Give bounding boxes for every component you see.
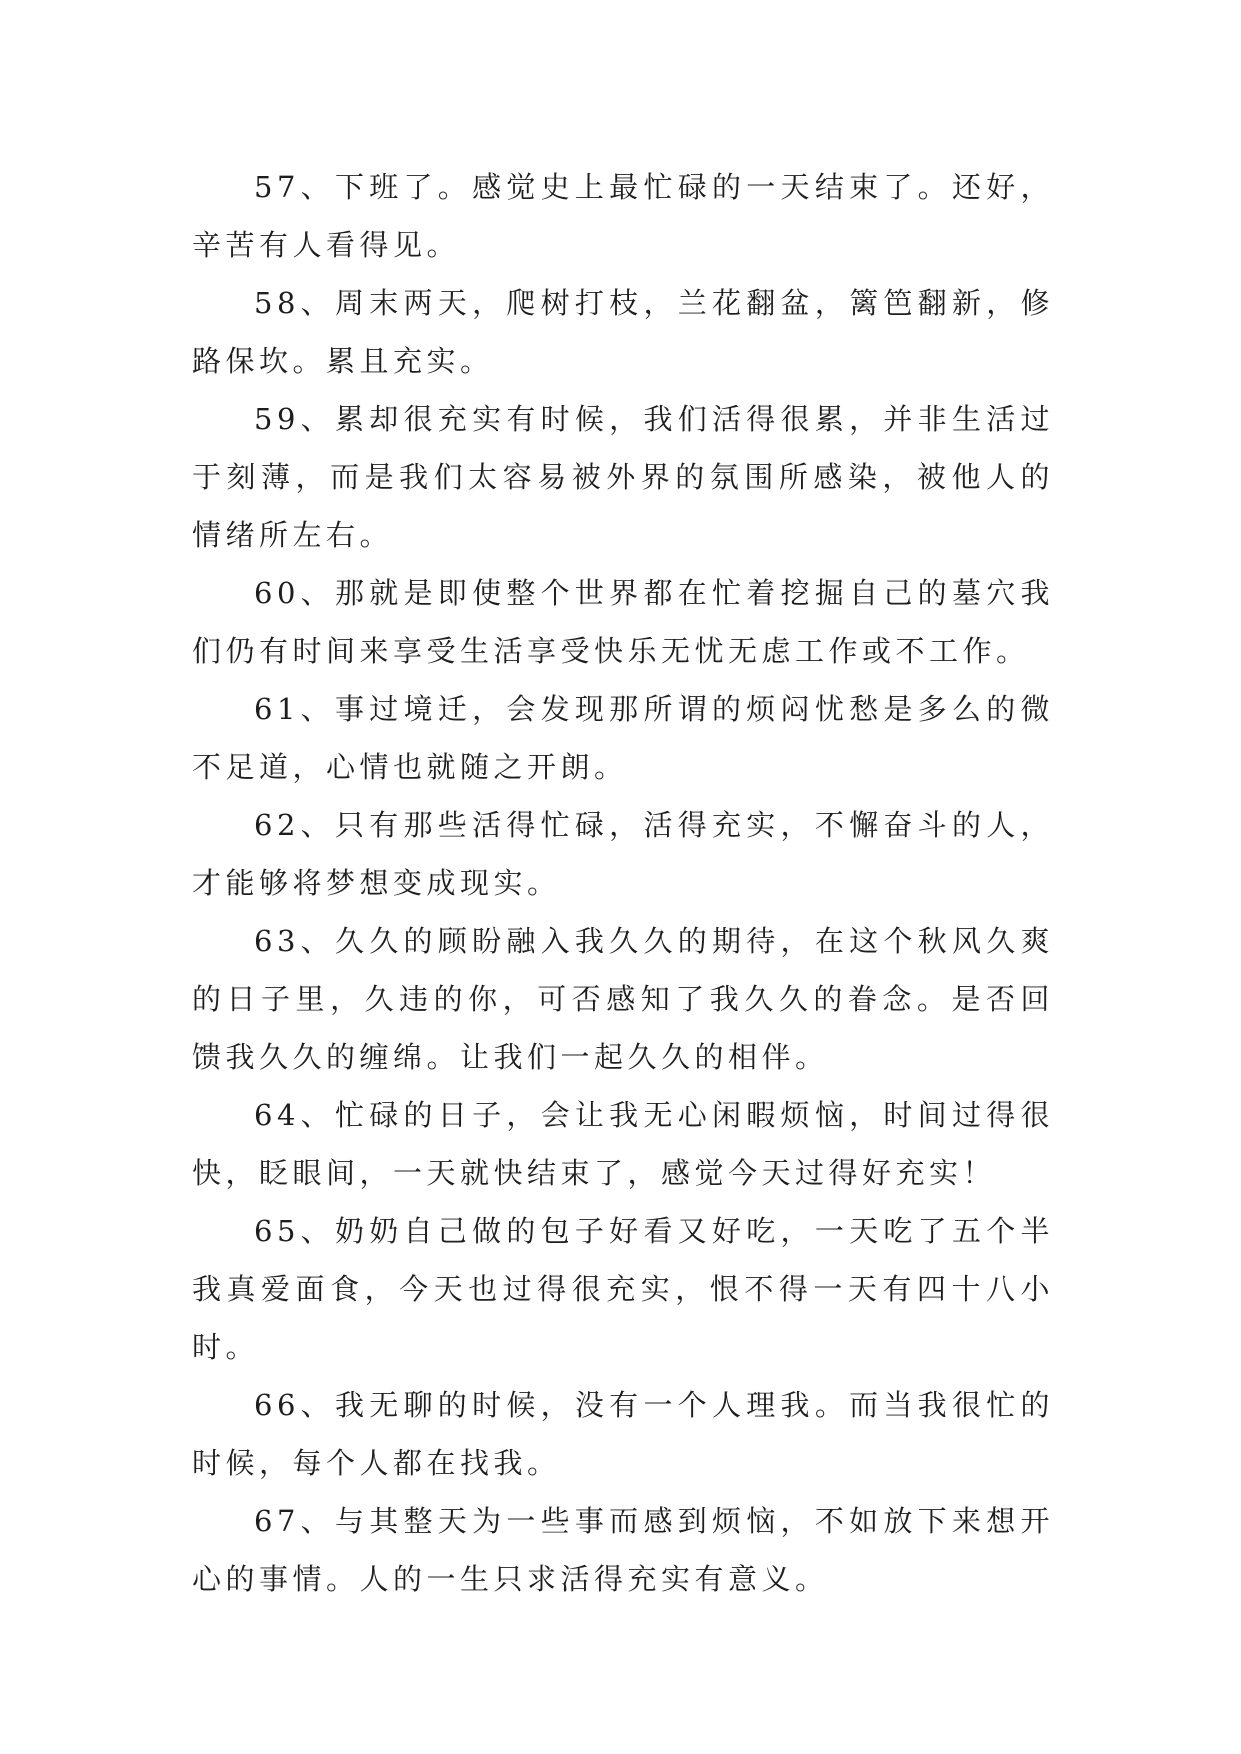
entry-67: 67、与其整天为一些事而感到烦恼，不如放下来想开心的事情。人的一生只求活得充实有意义。 (192, 1504, 1054, 1596)
entry-65: 65、奶奶自己做的包子好看又好吃，一天吃了五个半我真爱面食，今天也过得很充实，恨不得一天有四十八小时。 (192, 1214, 1054, 1364)
entry-61: 61、事过境迁，会发现那所谓的烦闷忧愁是多么的微不足道，心情也就随之开朗。 (192, 692, 1054, 784)
entry-66: 66、我无聊的时候，没有一个人理我。而当我很忙的时候，每个人都在找我。 (192, 1388, 1054, 1480)
entry-59: 59、累却很充实有时候，我们活得很累，并非生活过于刻薄，而是我们太容易被外界的氛围所感染，被他人的情绪所左右。 (192, 402, 1054, 552)
entry-62: 62、只有那些活得忙碌，活得充实，不懈奋斗的人，才能够将梦想变成现实。 (192, 808, 1054, 900)
entry-58: 58、周末两天，爬树打枝，兰花翻盆，篱笆翻新，修路保坎。累且充实。 (192, 286, 1054, 378)
entry-63: 63、久久的顾盼融入我久久的期待，在这个秋风久爽的日子里，久违的你，可否感知了我久久的眷念。是否回馈我久久的缠绵。让我们一起久久的相伴。 (192, 924, 1054, 1074)
document-body (192, 158, 1054, 1608)
entry-57: 57、下班了。感觉史上最忙碌的一天结束了。还好，辛苦有人看得见。 (192, 170, 1054, 262)
entry-60: 60、那就是即使整个世界都在忙着挖掘自己的墓穴我们仍有时间来享受生活享受快乐无忧无虑工作或不工作。 (192, 576, 1054, 668)
entry-64: 64、忙碌的日子，会让我无心闲暇烦恼，时间过得很快，眨眼间，一天就快结束了，感觉今天过得好充实！ (192, 1098, 1054, 1190)
